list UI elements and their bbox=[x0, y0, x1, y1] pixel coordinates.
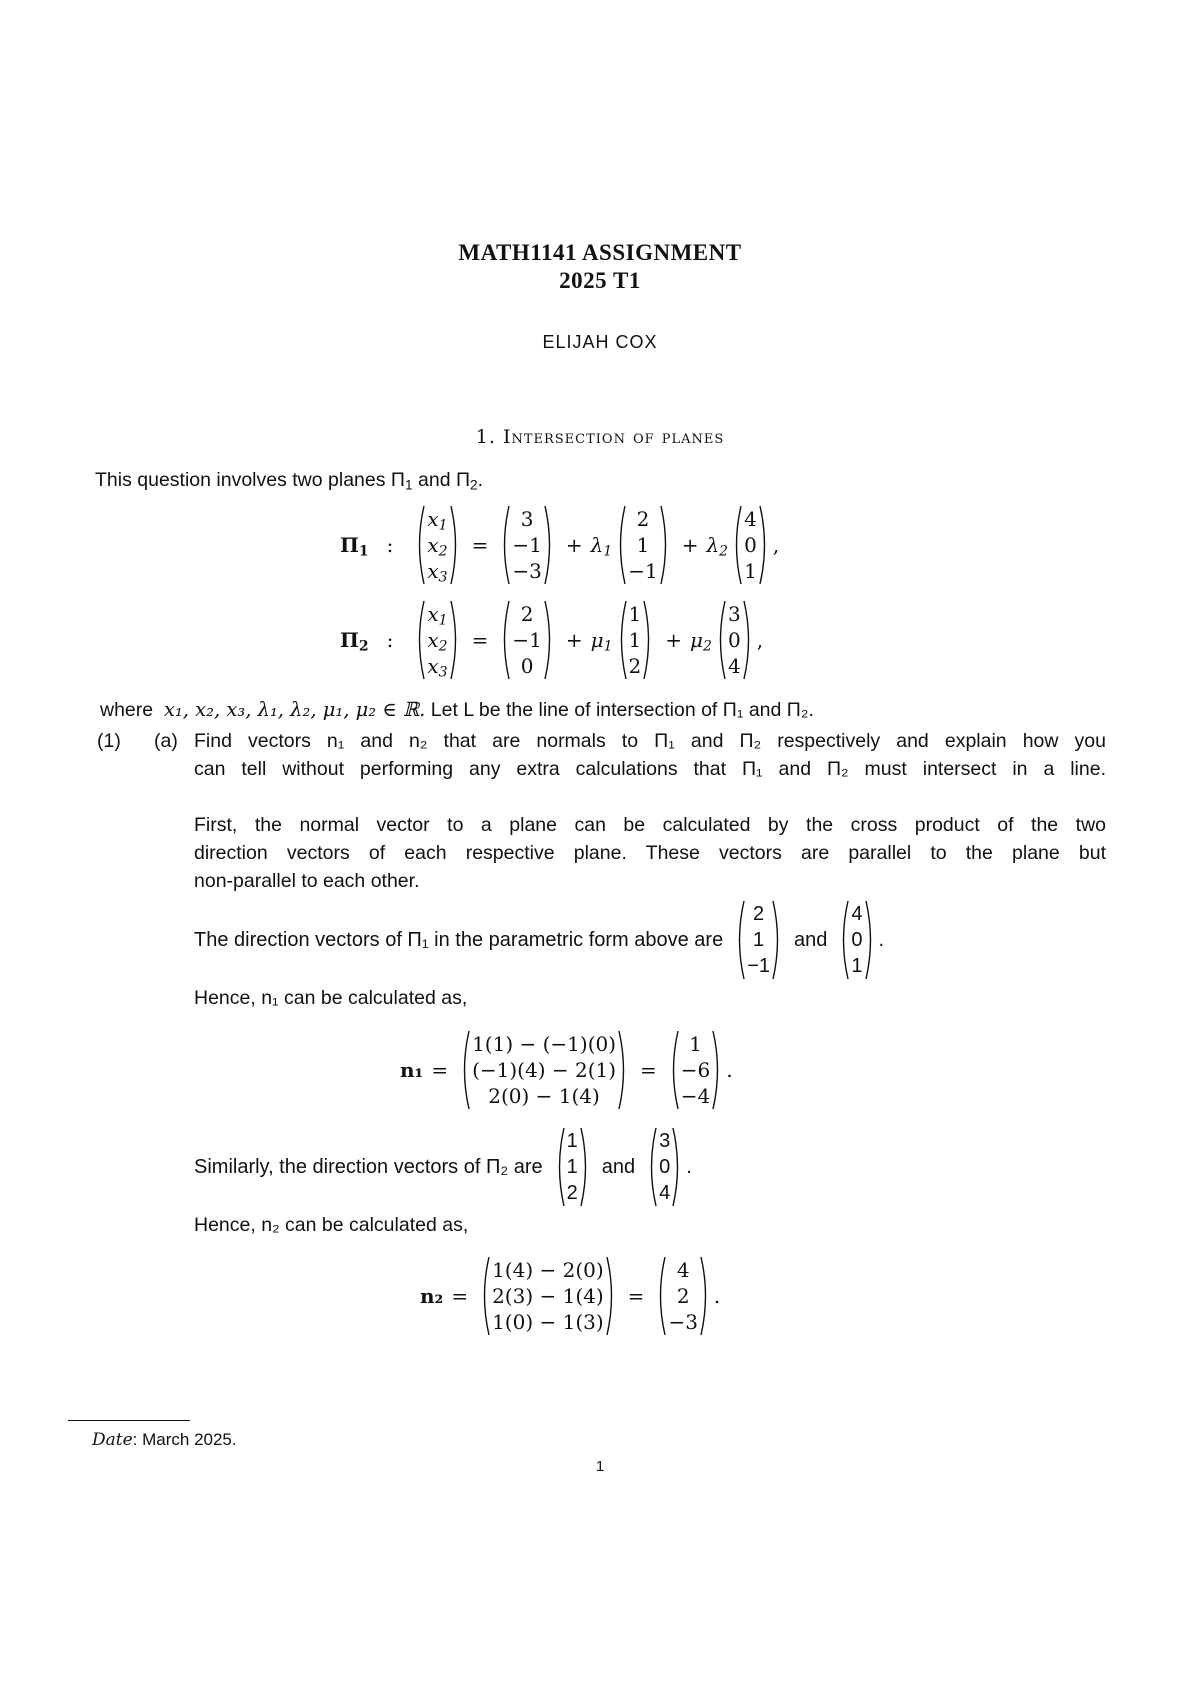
vector-entries bbox=[679, 1031, 712, 1109]
vector-entry: −1 bbox=[512, 533, 542, 557]
vector-entry: 2(0) − 1(4) bbox=[488, 1084, 600, 1108]
left-paren-icon bbox=[460, 1030, 470, 1110]
direction-vectors-plane1: The direction vectors of Π₁ in the parametric form above are 2 1 −1 and 4 0 1 . bbox=[194, 900, 884, 980]
plane1-direction2-vector bbox=[732, 505, 769, 585]
left-paren-icon bbox=[500, 505, 510, 585]
hence-n1-text: Hence, n₁ can be calculated as, bbox=[194, 987, 468, 1009]
vector-entries bbox=[510, 601, 543, 679]
left-paren-icon bbox=[415, 505, 425, 585]
left-paren-icon bbox=[839, 900, 849, 980]
left-paren-icon bbox=[656, 1256, 666, 1336]
right-paren-icon bbox=[772, 900, 782, 980]
right-paren-icon bbox=[580, 1127, 590, 1207]
right-paren-icon bbox=[672, 1127, 682, 1207]
right-paren-icon bbox=[712, 1030, 722, 1110]
vector-entries bbox=[666, 1257, 699, 1335]
plane2-direction2-vector bbox=[716, 600, 753, 680]
vector-entry: 1(4) − 2(0) bbox=[492, 1258, 604, 1282]
vector-entry: 3 bbox=[727, 602, 741, 626]
right-paren-icon bbox=[450, 505, 460, 585]
vector-entries bbox=[565, 1128, 580, 1206]
right-paren-icon bbox=[450, 600, 460, 680]
document-subtitle: 2025 T1 bbox=[559, 268, 641, 293]
right-paren-icon bbox=[700, 1256, 710, 1336]
vector-entry: 0 bbox=[727, 628, 741, 652]
n2-calculation: n₂ = 1(4) − 2(0) 2(3) − 1(4) 1(0) − 1(3) = 4 2 −3 . bbox=[420, 1258, 721, 1334]
vector-entries bbox=[626, 506, 659, 584]
vector-entry: 4 bbox=[676, 1258, 690, 1282]
vector-entries bbox=[849, 901, 864, 979]
right-paren-icon bbox=[743, 600, 753, 680]
plane2-equation: $\Pi_2$ : $x_1$ $x_2$ $x_3$ = 2 −1 0 + $\mu_1$ 1 1 2 + $\mu_2$ 3 0 4 , bbox=[340, 602, 764, 681]
vector-entry: 1 bbox=[628, 602, 642, 626]
plane2-direction1-vector bbox=[617, 600, 654, 680]
vector-entry: 1 bbox=[851, 955, 863, 977]
footnote: Date: March 2025. bbox=[92, 1430, 237, 1450]
vector-entry: 2 bbox=[628, 654, 642, 678]
plane1-lhs-vector bbox=[415, 505, 459, 585]
right-paren-icon bbox=[606, 1256, 616, 1336]
right-paren-icon bbox=[865, 900, 875, 980]
section-number: 1. bbox=[475, 426, 496, 448]
vector-entries bbox=[726, 601, 743, 679]
where-line: where x₁, x₂, x₃, λ₁, λ₂, μ₁, μ₂ ∈ ℝ. Let L be the line of intersection of Π₁ and Π₂. bbox=[100, 698, 814, 721]
plane1-point-vector bbox=[500, 505, 553, 585]
n2-calc-vector bbox=[480, 1256, 616, 1336]
vector-entry: 1(0) − 1(3) bbox=[492, 1310, 604, 1334]
vector-entry: −1 bbox=[747, 955, 771, 977]
vector-entries bbox=[470, 1031, 618, 1109]
n1-calc-vector bbox=[460, 1030, 628, 1110]
hence-n2-text: Hence, n₂ can be calculated as, bbox=[194, 1214, 469, 1236]
section-heading bbox=[0, 426, 1200, 448]
plane1-direction1-vector bbox=[616, 505, 669, 585]
answer-line-3: non-parallel to each other. bbox=[194, 870, 420, 892]
left-paren-icon bbox=[716, 600, 726, 680]
vector-entry: −3 bbox=[512, 559, 542, 583]
vector-entry: 1 bbox=[566, 1130, 578, 1152]
document-title: MATH1141 ASSIGNMENT bbox=[458, 240, 742, 265]
vector-entry: −1 bbox=[628, 559, 658, 583]
vector-entry: −3 bbox=[668, 1310, 698, 1334]
vector-entry: 4 bbox=[727, 654, 741, 678]
plane2-label: $\Pi_2$ bbox=[340, 628, 369, 655]
author-name: ELIJAH COX bbox=[542, 332, 658, 352]
vector-entry: 3 bbox=[659, 1130, 671, 1152]
right-paren-icon bbox=[544, 505, 554, 585]
dir-vector-1a bbox=[735, 900, 782, 980]
vector-entry: $x_3$ bbox=[427, 559, 448, 586]
right-paren-icon bbox=[759, 505, 769, 585]
answer-line-2: direction vectors of each respective plane. These vectors are parallel to the plane but bbox=[194, 842, 1106, 864]
vector-entry: 1 bbox=[628, 628, 642, 652]
vector-entry: $x_2$ bbox=[427, 533, 448, 560]
vector-entry: 0 bbox=[520, 654, 534, 678]
right-paren-icon bbox=[660, 505, 670, 585]
vector-entry: $x_1$ bbox=[427, 602, 448, 629]
question-line-1: Find vectors n₁ and n₂ that are normals to Π₁ and Π₂ respectively and explain how you bbox=[194, 730, 1106, 752]
plane2-point-vector bbox=[500, 600, 553, 680]
vector-entry: 2 bbox=[676, 1284, 690, 1308]
plane2-lhs-vector bbox=[415, 600, 459, 680]
left-paren-icon bbox=[616, 505, 626, 585]
vector-entries bbox=[490, 1257, 606, 1335]
vector-entry: 1 bbox=[636, 533, 650, 557]
vector-entry: (−1)(4) − 2(1) bbox=[472, 1058, 617, 1082]
vector-entry: 3 bbox=[520, 507, 534, 531]
dir-vector-2a bbox=[555, 1127, 590, 1207]
vector-entry: 1 bbox=[689, 1032, 702, 1056]
section-title: Intersection of planes bbox=[502, 426, 725, 448]
vector-entry: $x_1$ bbox=[427, 507, 448, 534]
page-number: 1 bbox=[595, 1458, 605, 1475]
vector-entry: 0 bbox=[851, 929, 863, 951]
question-line-2: can tell without performing any extra calculations that Π₁ and Π₂ must intersect in a line. bbox=[194, 758, 1106, 780]
vector-entry: 0 bbox=[744, 533, 757, 557]
dir-vector-2b bbox=[647, 1127, 682, 1207]
plane1-label: $\Pi_1$ bbox=[340, 533, 369, 560]
vector-entry: 1 bbox=[753, 929, 765, 951]
answer-line-1: First, the normal vector to a plane can be calculated by the cross product of the two bbox=[194, 814, 1106, 836]
vector-entry: 0 bbox=[659, 1156, 671, 1178]
left-paren-icon bbox=[732, 505, 742, 585]
left-paren-icon bbox=[500, 600, 510, 680]
question-part: (a) bbox=[154, 730, 178, 752]
footnote-rule bbox=[68, 1420, 190, 1421]
vector-entries bbox=[425, 601, 449, 679]
vector-entry: 2 bbox=[636, 507, 650, 531]
vector-entries bbox=[627, 601, 644, 679]
direction-vectors-plane2: Similarly, the direction vectors of Π₂ are 1 1 2 and 3 0 4 . bbox=[194, 1127, 692, 1207]
vector-entry: $x_3$ bbox=[427, 654, 448, 681]
left-paren-icon bbox=[669, 1030, 679, 1110]
vector-entry: 4 bbox=[659, 1182, 671, 1204]
left-paren-icon bbox=[647, 1127, 657, 1207]
vector-entry: 4 bbox=[744, 507, 757, 531]
vector-entry: 4 bbox=[851, 903, 863, 925]
vector-entries bbox=[510, 506, 543, 584]
vector-entry: 2(3) − 1(4) bbox=[492, 1284, 604, 1308]
vector-entry: 2 bbox=[520, 602, 534, 626]
vector-entries bbox=[657, 1128, 672, 1206]
vector-entry: 2 bbox=[753, 903, 765, 925]
vector-entries bbox=[742, 506, 759, 584]
left-paren-icon bbox=[415, 600, 425, 680]
plane1-equation: $\Pi_1$ : $x_1$ $x_2$ $x_3$ = 3 −1 −3 + $\lambda_1$ 2 1 −1 + $\lambda_2$ 4 0 1 , bbox=[340, 507, 780, 586]
question-number: (1) bbox=[97, 730, 121, 752]
left-paren-icon bbox=[617, 600, 627, 680]
vector-entry: 2 bbox=[566, 1182, 578, 1204]
vector-entry: $x_2$ bbox=[427, 628, 448, 655]
left-paren-icon bbox=[480, 1256, 490, 1336]
vector-entry: −6 bbox=[680, 1058, 711, 1082]
vector-entry: 1(1) − (−1)(0) bbox=[472, 1032, 617, 1056]
right-paren-icon bbox=[544, 600, 554, 680]
n1-result-vector bbox=[669, 1030, 722, 1110]
vector-entry: −1 bbox=[512, 628, 542, 652]
vector-entry: 1 bbox=[744, 559, 757, 583]
n2-result-vector bbox=[656, 1256, 709, 1336]
dir-vector-1b bbox=[839, 900, 874, 980]
right-paren-icon bbox=[618, 1030, 628, 1110]
left-paren-icon bbox=[735, 900, 745, 980]
vector-entry: −4 bbox=[680, 1084, 711, 1108]
intro-text: This question involves two planes $\Pi_1$ and $\Pi_2$. bbox=[95, 469, 484, 493]
right-paren-icon bbox=[643, 600, 653, 680]
n1-calculation: n₁ = 1(1) − (−1)(0) (−1)(4) − 2(1) 2(0) − 1(4) = 1 −6 −4 . bbox=[400, 1032, 733, 1108]
vector-entries bbox=[425, 506, 449, 584]
vector-entry: 1 bbox=[566, 1156, 578, 1178]
vector-entries bbox=[745, 901, 772, 979]
left-paren-icon bbox=[555, 1127, 565, 1207]
